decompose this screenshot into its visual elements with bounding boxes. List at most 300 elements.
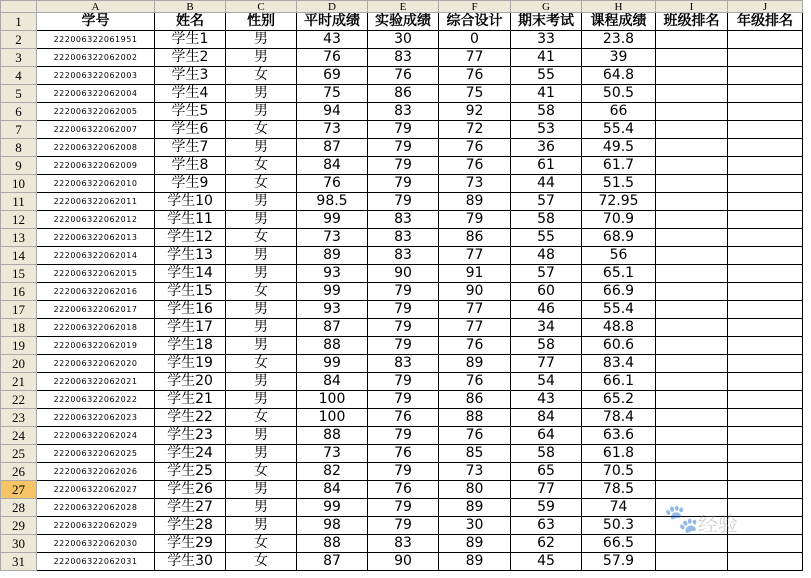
grid-cell[interactable]: 54: [511, 373, 582, 391]
grid-cell[interactable]: [728, 301, 803, 319]
grid-cell[interactable]: 89: [439, 499, 511, 517]
grid-cell[interactable]: 222006322062029: [37, 517, 155, 535]
grid-cell[interactable]: 222006322062008: [37, 139, 155, 157]
grid-cell[interactable]: 学生2: [155, 49, 226, 67]
grid-cell[interactable]: 女: [226, 409, 297, 427]
grid-cell[interactable]: 66.1: [582, 373, 656, 391]
grid-cell[interactable]: 222006322062025: [37, 445, 155, 463]
grid-cell[interactable]: 44: [511, 175, 582, 193]
grid-cell[interactable]: 77: [511, 355, 582, 373]
grid-cell[interactable]: [728, 391, 803, 409]
grid-cell[interactable]: [728, 409, 803, 427]
header-cell[interactable]: 课程成绩: [582, 13, 656, 31]
grid-cell[interactable]: 222006322062023: [37, 409, 155, 427]
header-cell[interactable]: 平时成绩: [297, 13, 368, 31]
grid-cell[interactable]: 男: [226, 103, 297, 121]
grid-cell[interactable]: 女: [226, 553, 297, 571]
grid-cell[interactable]: 女: [226, 355, 297, 373]
grid-cell[interactable]: [728, 535, 803, 553]
grid-cell[interactable]: 63: [511, 517, 582, 535]
grid-cell[interactable]: 222006322062017: [37, 301, 155, 319]
grid-cell[interactable]: 222006322062003: [37, 67, 155, 85]
row-header[interactable]: 12: [1, 211, 37, 229]
grid-cell[interactable]: 83: [368, 211, 439, 229]
grid-cell[interactable]: 58: [511, 103, 582, 121]
grid-cell[interactable]: 79: [368, 427, 439, 445]
grid-cell[interactable]: 78.4: [582, 409, 656, 427]
grid-cell[interactable]: 222006322062030: [37, 535, 155, 553]
grid-cell[interactable]: 84: [297, 481, 368, 499]
row-header[interactable]: 18: [1, 319, 37, 337]
grid-cell[interactable]: 222006322062015: [37, 265, 155, 283]
row-header[interactable]: 8: [1, 139, 37, 157]
row-header[interactable]: 23: [1, 409, 37, 427]
column-header-i[interactable]: I: [656, 1, 728, 13]
grid-cell[interactable]: 83: [368, 103, 439, 121]
grid-cell[interactable]: 23.8: [582, 31, 656, 49]
grid-cell[interactable]: 73: [297, 445, 368, 463]
grid-cell[interactable]: 222006322062018: [37, 319, 155, 337]
grid-cell[interactable]: 76: [368, 445, 439, 463]
grid-cell[interactable]: 学生22: [155, 409, 226, 427]
grid-cell[interactable]: 87: [297, 319, 368, 337]
row-header[interactable]: 22: [1, 391, 37, 409]
grid-cell[interactable]: [728, 175, 803, 193]
row-header[interactable]: 28: [1, 499, 37, 517]
grid-cell[interactable]: 79: [368, 193, 439, 211]
grid-cell[interactable]: 学生25: [155, 463, 226, 481]
row-header[interactable]: 1: [1, 13, 37, 31]
grid-cell[interactable]: 男: [226, 31, 297, 49]
grid-cell[interactable]: 92: [439, 103, 511, 121]
grid-cell[interactable]: 男: [226, 481, 297, 499]
grid-cell[interactable]: [656, 49, 728, 67]
grid-cell[interactable]: 88: [297, 427, 368, 445]
grid-cell[interactable]: 55.4: [582, 121, 656, 139]
grid-cell[interactable]: 41: [511, 49, 582, 67]
grid-cell[interactable]: 女: [226, 157, 297, 175]
grid-cell[interactable]: 女: [226, 121, 297, 139]
row-header[interactable]: 10: [1, 175, 37, 193]
grid-cell[interactable]: 77: [439, 49, 511, 67]
row-header[interactable]: 4: [1, 67, 37, 85]
grid-cell[interactable]: [656, 535, 728, 553]
grid-cell[interactable]: 222006322061951: [37, 31, 155, 49]
grid-cell[interactable]: [728, 31, 803, 49]
column-header-f[interactable]: F: [439, 1, 511, 13]
header-cell[interactable]: 性别: [226, 13, 297, 31]
grid-cell[interactable]: [656, 481, 728, 499]
grid-cell[interactable]: 学生26: [155, 481, 226, 499]
grid-cell[interactable]: 89: [439, 355, 511, 373]
grid-cell[interactable]: 女: [226, 229, 297, 247]
grid-cell[interactable]: 55: [511, 229, 582, 247]
grid-cell[interactable]: 89: [297, 247, 368, 265]
grid-cell[interactable]: 76: [439, 337, 511, 355]
row-header[interactable]: 31: [1, 553, 37, 571]
grid-cell[interactable]: 女: [226, 463, 297, 481]
grid-cell[interactable]: 222006322062019: [37, 337, 155, 355]
grid-cell[interactable]: 86: [439, 229, 511, 247]
grid-cell[interactable]: 学生7: [155, 139, 226, 157]
row-header[interactable]: 7: [1, 121, 37, 139]
select-all-corner[interactable]: [1, 1, 37, 13]
grid-cell[interactable]: [728, 553, 803, 571]
grid-cell[interactable]: 87: [297, 553, 368, 571]
grid-cell[interactable]: 53: [511, 121, 582, 139]
grid-cell[interactable]: 学生10: [155, 193, 226, 211]
grid-cell[interactable]: 222006322062011: [37, 193, 155, 211]
grid-cell[interactable]: 学生20: [155, 373, 226, 391]
row-header[interactable]: 30: [1, 535, 37, 553]
grid-cell[interactable]: 48.8: [582, 319, 656, 337]
grid-cell[interactable]: 学生15: [155, 283, 226, 301]
row-header[interactable]: 2: [1, 31, 37, 49]
grid-cell[interactable]: 88: [439, 409, 511, 427]
row-header[interactable]: 14: [1, 247, 37, 265]
grid-cell[interactable]: 学生28: [155, 517, 226, 535]
row-header[interactable]: 11: [1, 193, 37, 211]
grid-cell[interactable]: 76: [297, 49, 368, 67]
grid-cell[interactable]: [656, 499, 728, 517]
grid-cell[interactable]: 70.5: [582, 463, 656, 481]
column-header-c[interactable]: C: [226, 1, 297, 13]
row-header[interactable]: 19: [1, 337, 37, 355]
grid-cell[interactable]: 99: [297, 211, 368, 229]
grid-cell[interactable]: [656, 139, 728, 157]
grid-cell[interactable]: 72: [439, 121, 511, 139]
row-header[interactable]: 26: [1, 463, 37, 481]
grid-cell[interactable]: 79: [368, 301, 439, 319]
grid-cell[interactable]: 222006322062027: [37, 481, 155, 499]
column-header-g[interactable]: G: [511, 1, 582, 13]
grid-cell[interactable]: 222006322062016: [37, 283, 155, 301]
grid-cell[interactable]: [656, 67, 728, 85]
column-header-d[interactable]: D: [297, 1, 368, 13]
row-header[interactable]: 13: [1, 229, 37, 247]
grid-cell[interactable]: 女: [226, 175, 297, 193]
grid-cell[interactable]: 83: [368, 247, 439, 265]
row-header[interactable]: 9: [1, 157, 37, 175]
grid-cell[interactable]: 学生29: [155, 535, 226, 553]
grid-cell[interactable]: [656, 391, 728, 409]
grid-cell[interactable]: 75: [297, 85, 368, 103]
column-header-j[interactable]: J: [728, 1, 803, 13]
grid-cell[interactable]: 77: [439, 319, 511, 337]
grid-cell[interactable]: [656, 283, 728, 301]
grid-cell[interactable]: [656, 85, 728, 103]
grid-cell[interactable]: 76: [368, 409, 439, 427]
grid-cell[interactable]: 76: [439, 67, 511, 85]
grid-cell[interactable]: 学生24: [155, 445, 226, 463]
grid-cell[interactable]: 学生13: [155, 247, 226, 265]
grid-cell[interactable]: 学生5: [155, 103, 226, 121]
grid-cell[interactable]: [728, 355, 803, 373]
header-cell[interactable]: 班级排名: [656, 13, 728, 31]
grid-cell[interactable]: 男: [226, 373, 297, 391]
grid-cell[interactable]: [656, 463, 728, 481]
grid-cell[interactable]: [656, 301, 728, 319]
grid-cell[interactable]: 76: [297, 175, 368, 193]
grid-cell[interactable]: [728, 319, 803, 337]
grid-cell[interactable]: 43: [297, 31, 368, 49]
grid-cell[interactable]: 73: [297, 121, 368, 139]
grid-cell[interactable]: 63.6: [582, 427, 656, 445]
grid-cell[interactable]: [728, 445, 803, 463]
grid-cell[interactable]: 学生8: [155, 157, 226, 175]
grid-cell[interactable]: 222006322062007: [37, 121, 155, 139]
grid-cell[interactable]: 学生18: [155, 337, 226, 355]
grid-cell[interactable]: 30: [439, 517, 511, 535]
grid-cell[interactable]: 男: [226, 211, 297, 229]
grid-cell[interactable]: 66.5: [582, 535, 656, 553]
grid-cell[interactable]: 学生14: [155, 265, 226, 283]
grid-cell[interactable]: 77: [511, 481, 582, 499]
grid-cell[interactable]: [728, 499, 803, 517]
grid-cell[interactable]: 学生6: [155, 121, 226, 139]
row-header[interactable]: 5: [1, 85, 37, 103]
grid-cell[interactable]: 58: [511, 445, 582, 463]
grid-cell[interactable]: 79: [368, 319, 439, 337]
grid-cell[interactable]: [656, 247, 728, 265]
grid-cell[interactable]: [656, 445, 728, 463]
grid-cell[interactable]: 学生1: [155, 31, 226, 49]
grid-cell[interactable]: [728, 157, 803, 175]
grid-cell[interactable]: 76: [368, 481, 439, 499]
grid-cell[interactable]: 99: [297, 355, 368, 373]
grid-cell[interactable]: [728, 283, 803, 301]
grid-cell[interactable]: [656, 355, 728, 373]
grid-cell[interactable]: [656, 211, 728, 229]
grid-cell[interactable]: 83: [368, 355, 439, 373]
grid-cell[interactable]: 男: [226, 499, 297, 517]
grid-cell[interactable]: [728, 67, 803, 85]
header-cell[interactable]: 年级排名: [728, 13, 803, 31]
grid-cell[interactable]: 72.95: [582, 193, 656, 211]
grid-cell[interactable]: 61: [511, 157, 582, 175]
grid-cell[interactable]: 79: [368, 139, 439, 157]
row-header[interactable]: 27: [1, 481, 37, 499]
grid-cell[interactable]: 60.6: [582, 337, 656, 355]
grid-cell[interactable]: 女: [226, 67, 297, 85]
grid-cell[interactable]: 222006322062026: [37, 463, 155, 481]
grid-cell[interactable]: 222006322062009: [37, 157, 155, 175]
grid-cell[interactable]: 65.1: [582, 265, 656, 283]
grid-cell[interactable]: [656, 103, 728, 121]
grid-cell[interactable]: 93: [297, 301, 368, 319]
row-header[interactable]: 15: [1, 265, 37, 283]
grid-cell[interactable]: [728, 463, 803, 481]
grid-cell[interactable]: 66: [582, 103, 656, 121]
grid-cell[interactable]: 93: [297, 265, 368, 283]
grid-cell[interactable]: 90: [439, 283, 511, 301]
grid-cell[interactable]: 89: [439, 553, 511, 571]
grid-cell[interactable]: 48: [511, 247, 582, 265]
grid-cell[interactable]: 学生21: [155, 391, 226, 409]
grid-cell[interactable]: 学生30: [155, 553, 226, 571]
grid-cell[interactable]: 84: [297, 373, 368, 391]
header-cell[interactable]: 期末考试: [511, 13, 582, 31]
grid-cell[interactable]: 88: [297, 337, 368, 355]
grid-cell[interactable]: 男: [226, 337, 297, 355]
grid-cell[interactable]: 68.9: [582, 229, 656, 247]
grid-cell[interactable]: 学生12: [155, 229, 226, 247]
header-cell[interactable]: 姓名: [155, 13, 226, 31]
grid-cell[interactable]: 94: [297, 103, 368, 121]
grid-cell[interactable]: [728, 139, 803, 157]
grid-cell[interactable]: 34: [511, 319, 582, 337]
grid-cell[interactable]: 222006322062021: [37, 373, 155, 391]
grid-cell[interactable]: 61.8: [582, 445, 656, 463]
grid-cell[interactable]: 79: [368, 499, 439, 517]
column-header-e[interactable]: E: [368, 1, 439, 13]
grid-cell[interactable]: 43: [511, 391, 582, 409]
grid-cell[interactable]: 86: [439, 391, 511, 409]
grid-cell[interactable]: 73: [297, 229, 368, 247]
grid-cell[interactable]: 91: [439, 265, 511, 283]
grid-cell[interactable]: 65.2: [582, 391, 656, 409]
grid-cell[interactable]: [728, 427, 803, 445]
grid-cell[interactable]: 36: [511, 139, 582, 157]
grid-cell[interactable]: [656, 553, 728, 571]
grid-cell[interactable]: 55: [511, 67, 582, 85]
grid-cell[interactable]: 69: [297, 67, 368, 85]
grid-cell[interactable]: 58: [511, 211, 582, 229]
grid-cell[interactable]: 222006322062024: [37, 427, 155, 445]
grid-cell[interactable]: 98: [297, 517, 368, 535]
header-cell[interactable]: 综合设计: [439, 13, 511, 31]
grid-cell[interactable]: [728, 247, 803, 265]
grid-cell[interactable]: 84: [511, 409, 582, 427]
grid-cell[interactable]: 女: [226, 283, 297, 301]
grid-cell[interactable]: 46: [511, 301, 582, 319]
grid-cell[interactable]: 83: [368, 49, 439, 67]
grid-cell[interactable]: 222006322062020: [37, 355, 155, 373]
grid-cell[interactable]: 222006322062012: [37, 211, 155, 229]
grid-cell[interactable]: 222006322062010: [37, 175, 155, 193]
grid-cell[interactable]: 79: [368, 373, 439, 391]
grid-cell[interactable]: 222006322062004: [37, 85, 155, 103]
grid-cell[interactable]: 79: [368, 283, 439, 301]
grid-cell[interactable]: 62: [511, 535, 582, 553]
row-header[interactable]: 24: [1, 427, 37, 445]
grid-cell[interactable]: 222006322062014: [37, 247, 155, 265]
grid-cell[interactable]: 77: [439, 247, 511, 265]
grid-cell[interactable]: 学生16: [155, 301, 226, 319]
grid-cell[interactable]: 男: [226, 427, 297, 445]
grid-cell[interactable]: [728, 85, 803, 103]
grid-cell[interactable]: 男: [226, 319, 297, 337]
grid-cell[interactable]: [728, 121, 803, 139]
grid-cell[interactable]: 79: [368, 121, 439, 139]
grid-cell[interactable]: 222006322062031: [37, 553, 155, 571]
row-header[interactable]: 3: [1, 49, 37, 67]
grid-cell[interactable]: 73: [439, 175, 511, 193]
grid-cell[interactable]: [656, 265, 728, 283]
grid-cell[interactable]: 222006322062022: [37, 391, 155, 409]
grid-cell[interactable]: [656, 319, 728, 337]
grid-cell[interactable]: 61.7: [582, 157, 656, 175]
grid-cell[interactable]: 学生4: [155, 85, 226, 103]
grid-cell[interactable]: 45: [511, 553, 582, 571]
grid-cell[interactable]: 76: [439, 157, 511, 175]
grid-cell[interactable]: 49.5: [582, 139, 656, 157]
grid-cell[interactable]: [656, 121, 728, 139]
row-header[interactable]: 6: [1, 103, 37, 121]
grid-cell[interactable]: [728, 103, 803, 121]
grid-cell[interactable]: 65: [511, 463, 582, 481]
column-header-h[interactable]: H: [582, 1, 656, 13]
grid-cell[interactable]: 88: [297, 535, 368, 553]
grid-cell[interactable]: 50.3: [582, 517, 656, 535]
grid-cell[interactable]: 89: [439, 535, 511, 553]
grid-cell[interactable]: 76: [368, 67, 439, 85]
grid-cell[interactable]: [656, 229, 728, 247]
grid-cell[interactable]: [656, 517, 728, 535]
grid-cell[interactable]: [728, 517, 803, 535]
grid-cell[interactable]: [656, 193, 728, 211]
grid-cell[interactable]: 男: [226, 391, 297, 409]
grid-cell[interactable]: 98.5: [297, 193, 368, 211]
grid-cell[interactable]: [728, 265, 803, 283]
grid-cell[interactable]: [728, 337, 803, 355]
grid-cell[interactable]: [728, 229, 803, 247]
row-header[interactable]: 17: [1, 301, 37, 319]
grid-cell[interactable]: 79: [368, 463, 439, 481]
grid-cell[interactable]: 学生3: [155, 67, 226, 85]
grid-cell[interactable]: 222006322062028: [37, 499, 155, 517]
grid-cell[interactable]: 男: [226, 247, 297, 265]
grid-cell[interactable]: 57: [511, 193, 582, 211]
grid-cell[interactable]: 77: [439, 301, 511, 319]
grid-cell[interactable]: 58: [511, 337, 582, 355]
grid-cell[interactable]: 75: [439, 85, 511, 103]
grid-cell[interactable]: 66.9: [582, 283, 656, 301]
grid-cell[interactable]: 39: [582, 49, 656, 67]
grid-cell[interactable]: 59: [511, 499, 582, 517]
grid-cell[interactable]: 80: [439, 481, 511, 499]
row-header[interactable]: 16: [1, 283, 37, 301]
grid-cell[interactable]: 99: [297, 499, 368, 517]
grid-cell[interactable]: [728, 211, 803, 229]
grid-cell[interactable]: [656, 31, 728, 49]
grid-cell[interactable]: 99: [297, 283, 368, 301]
grid-cell[interactable]: 79: [368, 391, 439, 409]
grid-cell[interactable]: 33: [511, 31, 582, 49]
grid-cell[interactable]: 男: [226, 445, 297, 463]
grid-cell[interactable]: 学生9: [155, 175, 226, 193]
grid-cell[interactable]: 学生27: [155, 499, 226, 517]
row-header[interactable]: 21: [1, 373, 37, 391]
column-header-a[interactable]: A: [37, 1, 155, 13]
grid-cell[interactable]: 55.4: [582, 301, 656, 319]
grid-cell[interactable]: [728, 481, 803, 499]
grid-cell[interactable]: 73: [439, 463, 511, 481]
grid-cell[interactable]: 82: [297, 463, 368, 481]
grid-cell[interactable]: 70.9: [582, 211, 656, 229]
grid-cell[interactable]: 51.5: [582, 175, 656, 193]
grid-cell[interactable]: 男: [226, 139, 297, 157]
grid-cell[interactable]: [656, 373, 728, 391]
grid-cell[interactable]: 79: [368, 175, 439, 193]
grid-cell[interactable]: 57: [511, 265, 582, 283]
grid-cell[interactable]: [656, 157, 728, 175]
grid-cell[interactable]: 78.5: [582, 481, 656, 499]
grid-cell[interactable]: 79: [439, 211, 511, 229]
grid-cell[interactable]: 222006322062013: [37, 229, 155, 247]
grid-cell[interactable]: 0: [439, 31, 511, 49]
grid-cell[interactable]: 64: [511, 427, 582, 445]
